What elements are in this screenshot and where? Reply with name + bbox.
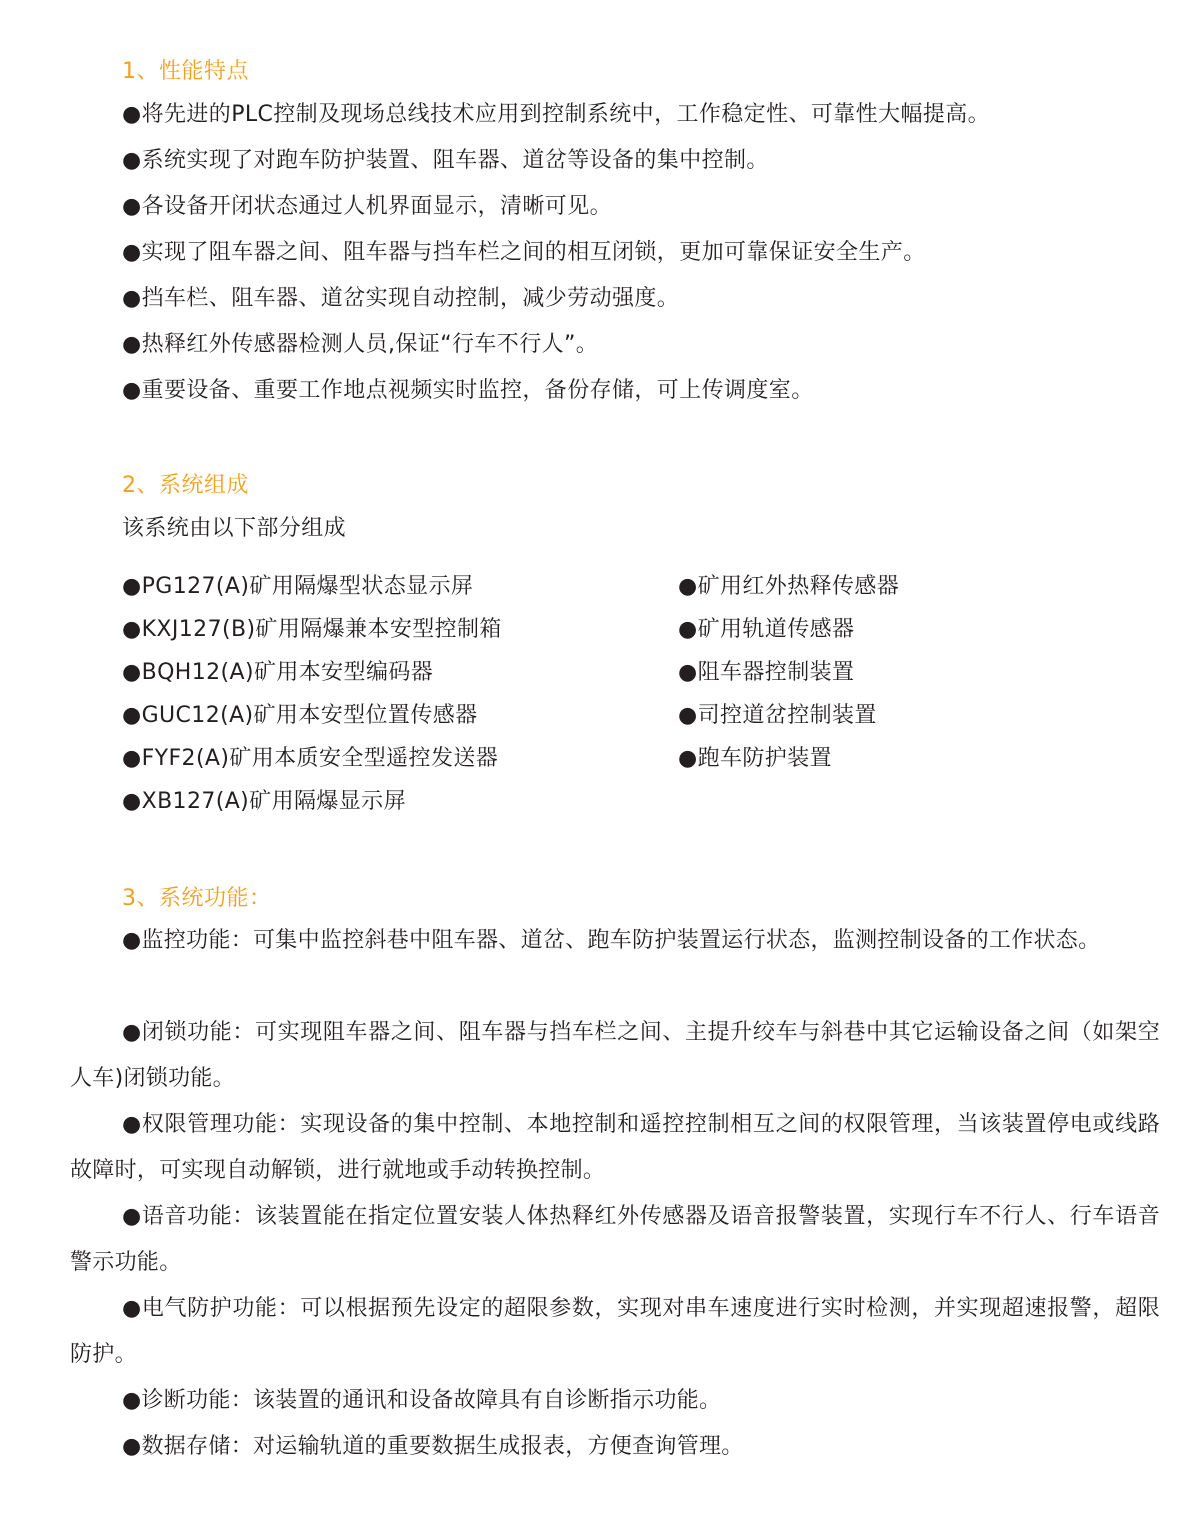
feature-item: ●将先进的PLC控制及现场总线技术应用到控制系统中，工作稳定性、可靠性大幅提高。 xyxy=(122,102,991,127)
function-paragraph: ●权限管理功能：实现设备的集中控制、本地控制和遥控控制相互之间的权限管理，当该装置停电或线路故障时，可实现自动解锁，进行就地或手动转换控制。 xyxy=(70,1112,1160,1183)
component-item: ●PG127(A)矿用隔爆型状态显示屏 xyxy=(122,574,474,599)
function-paragraph: ●语音功能：该装置能在指定位置安装人体热释红外传感器及语音报警装置，实现行车不行人、行车语音警示功能。 xyxy=(70,1204,1160,1275)
component-item: ●矿用轨道传感器 xyxy=(678,617,855,642)
function-paragraph: ●监控功能：可集中监控斜巷中阻车器、道岔、跑车防护装置运行状态，监测控制设备的工作状态。 xyxy=(122,928,1101,953)
component-item: ●BQH12(A)矿用本安型编码器 xyxy=(122,660,434,685)
feature-item: ●各设备开闭状态通过人机界面显示，清晰可见。 xyxy=(122,194,612,219)
component-item: ●GUC12(A)矿用本安型位置传感器 xyxy=(122,703,478,728)
component-item: ●司控道岔控制装置 xyxy=(678,703,877,728)
function-paragraph: ●电气防护功能：可以根据预先设定的超限参数，实现对串车速度进行实时检测，并实现超速报警，超限防护。 xyxy=(70,1296,1160,1367)
section-2-heading: 2、系统组成 xyxy=(122,473,249,498)
component-item: ●KXJ127(B)矿用隔爆兼本安型控制箱 xyxy=(122,617,502,642)
component-item: ●矿用红外热释传感器 xyxy=(678,574,900,599)
function-paragraph: ●数据存储：对运输轨道的重要数据生成报表，方便查询管理。 xyxy=(122,1434,744,1459)
function-paragraph: ●闭锁功能：可实现阻车器之间、阻车器与挡车栏之间、主提升绞车与斜巷中其它运输设备之间（如架空人车)闭锁功能。 xyxy=(70,1020,1160,1091)
feature-item: ●重要设备、重要工作地点视频实时监控，备份存储，可上传调度室。 xyxy=(122,378,814,403)
feature-item: ●热释红外传感器检测人员,保证“行车不行人”。 xyxy=(122,332,599,357)
feature-item: ●实现了阻车器之间、阻车器与挡车栏之间的相互闭锁，更加可靠保证安全生产。 xyxy=(122,240,926,265)
component-item: ●FYF2(A)矿用本质安全型遥控发送器 xyxy=(122,746,499,771)
section-1-heading: 1、性能特点 xyxy=(122,59,249,84)
component-item: ●XB127(A)矿用隔爆显示屏 xyxy=(122,789,406,814)
component-item: ●阻车器控制装置 xyxy=(678,660,855,685)
component-item: ●跑车防护装置 xyxy=(678,746,832,771)
feature-item: ●系统实现了对跑车防护装置、阻车器、道岔等设备的集中控制。 xyxy=(122,148,769,173)
section-2-intro: 该系统由以下部分组成 xyxy=(122,516,347,541)
feature-item: ●挡车栏、阻车器、道岔实现自动控制，减少劳动强度。 xyxy=(122,286,680,311)
section-3-heading: 3、系统功能： xyxy=(122,886,272,911)
function-paragraph: ●诊断功能：该装置的通讯和设备故障具有自诊断指示功能。 xyxy=(122,1388,722,1413)
